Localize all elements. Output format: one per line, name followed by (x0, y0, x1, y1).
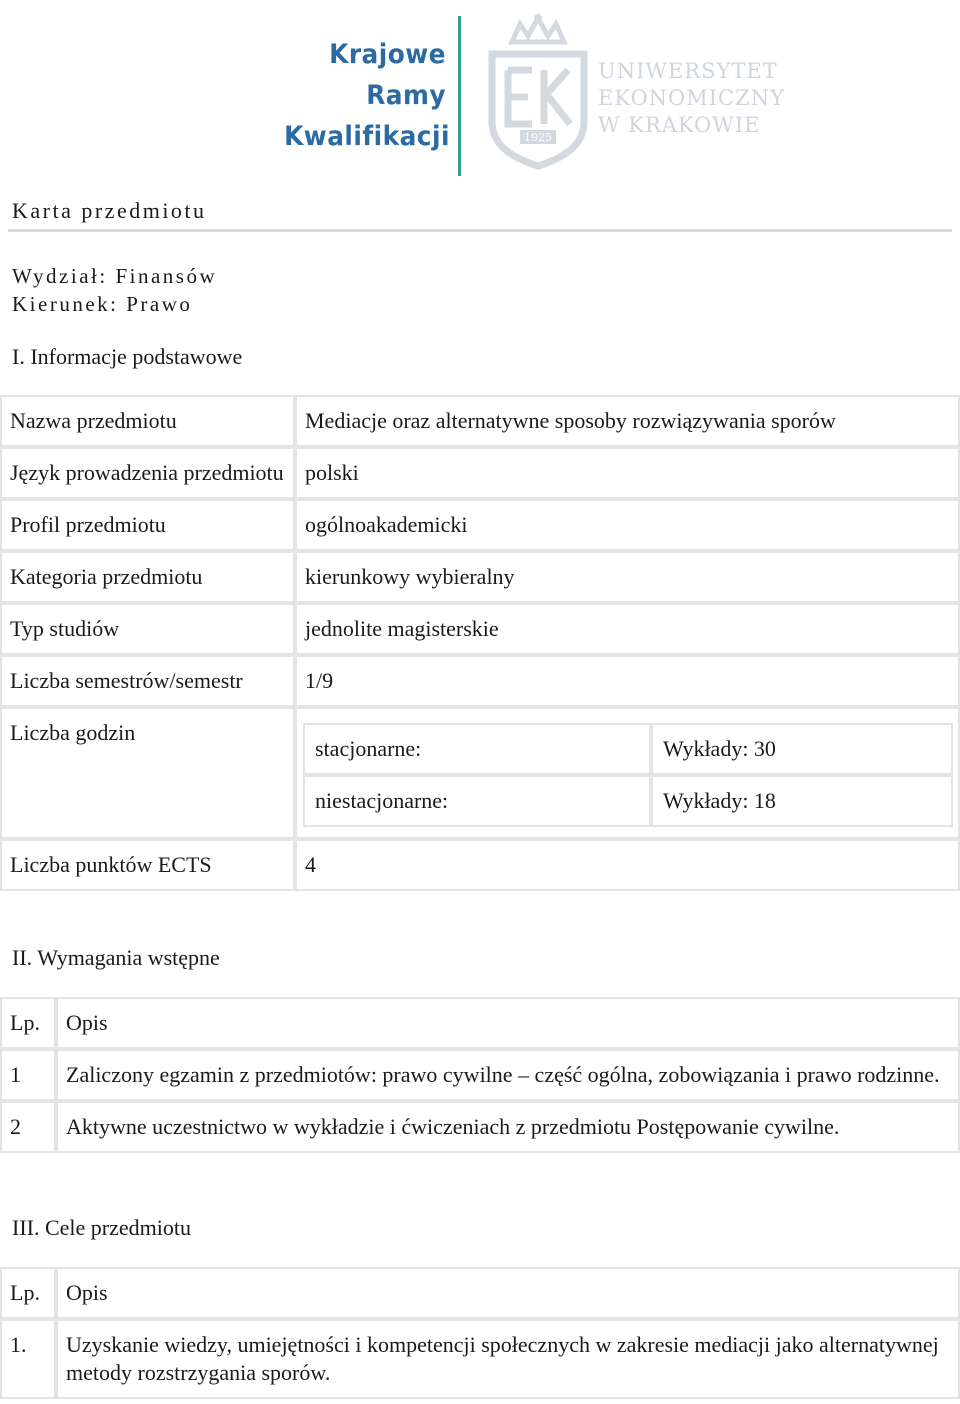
uek-logo-line-1: UNIWERSYTET (598, 59, 778, 83)
hours-row (0, 707, 960, 839)
info-row (0, 447, 960, 499)
info-label: Język prowadzenia przedmiotu (0, 447, 295, 499)
info-value: 1/9 (295, 655, 960, 707)
col-header-lp: Lp. (0, 997, 56, 1049)
row-number: 2 (0, 1101, 56, 1153)
info-row (0, 551, 960, 603)
study-mode: niestacjonarne: (303, 775, 651, 827)
info-value: jednolite magisterskie (295, 603, 960, 655)
info-value: Mediacje oraz alternatywne sposoby rozwiązywania sporów (295, 395, 960, 447)
ects-label: Liczba punktów ECTS (0, 839, 295, 891)
row-description: Uzyskanie wiedzy, umiejętności i kompetencji społecznych w zakresie mediacji jako alternatywnej metody rozstrzygania sporów. (56, 1319, 960, 1399)
info-row (0, 655, 960, 707)
info-row (0, 499, 960, 551)
field-line: Kierunek: Prawo (12, 292, 193, 316)
lecture-hours: Wykłady: 30 (651, 723, 953, 775)
table-row (0, 1101, 960, 1153)
basic-info-table (0, 395, 960, 891)
hours-table (303, 723, 953, 827)
hours-row-full-time (303, 723, 953, 775)
document-title: Karta przedmiotu (12, 198, 207, 223)
hours-row-part-time (303, 775, 953, 827)
krk-logo-line-2: Ramy (366, 80, 446, 111)
logo-divider (458, 16, 461, 176)
info-label: Kategoria przedmiotu (0, 551, 295, 603)
table-row (0, 1049, 960, 1101)
row-number: 1 (0, 1049, 56, 1101)
faculty-info (12, 262, 217, 318)
col-header-desc: Opis (56, 1267, 960, 1319)
info-row (0, 603, 960, 655)
lecture-hours: Wykłady: 18 (651, 775, 953, 827)
row-description: Zaliczony egzamin z przedmiotów: prawo cywilne – część ogólna, zobowiązania i prawo rodzinne. (56, 1049, 960, 1101)
ects-value: 4 (295, 839, 960, 891)
uek-logo-line-3: W KRAKOWIE (598, 113, 761, 137)
table-row (0, 1319, 960, 1399)
row-number: 1. (0, 1319, 56, 1399)
section-1-heading: I. Informacje podstawowe (12, 344, 243, 369)
col-header-lp: Lp. (0, 1267, 56, 1319)
info-label: Profil przedmiotu (0, 499, 295, 551)
uek-logo-text (598, 58, 785, 139)
krk-logo-line-3: Kwalifikacji (284, 121, 450, 152)
col-header-desc: Opis (56, 997, 960, 1049)
uek-emblem-icon (482, 12, 594, 170)
ects-row (0, 839, 960, 891)
info-label: Nazwa przedmiotu (0, 395, 295, 447)
info-value: kierunkowy wybieralny (295, 551, 960, 603)
hours-label: Liczba godzin (0, 707, 295, 839)
section-3-heading: III. Cele przedmiotu (12, 1215, 191, 1240)
section-2-heading: II. Wymagania wstępne (12, 945, 220, 970)
info-value: polski (295, 447, 960, 499)
info-value: ogólnoakademicki (295, 499, 960, 551)
table-header-row (0, 1267, 960, 1319)
info-label: Liczba semestrów/semestr (0, 655, 295, 707)
requirements-table (0, 997, 960, 1153)
info-row (0, 395, 960, 447)
uek-year: 1925 (524, 131, 552, 144)
krk-logo-line-1: Krajowe (329, 39, 446, 70)
hours-cell (295, 707, 960, 839)
table-header-row (0, 997, 960, 1049)
uek-logo-line-2: EKONOMICZNY (598, 86, 785, 110)
objectives-table (0, 1267, 960, 1399)
row-description: Aktywne uczestnictwo w wykładzie i ćwiczeniach z przedmiotu Postępowanie cywilne. (56, 1101, 960, 1153)
info-label: Typ studiów (0, 603, 295, 655)
krk-logo (284, 34, 450, 157)
header-logos (270, 8, 810, 173)
faculty-line: Wydział: Finansów (12, 264, 218, 288)
study-mode: stacjonarne: (303, 723, 651, 775)
title-divider (8, 229, 952, 232)
